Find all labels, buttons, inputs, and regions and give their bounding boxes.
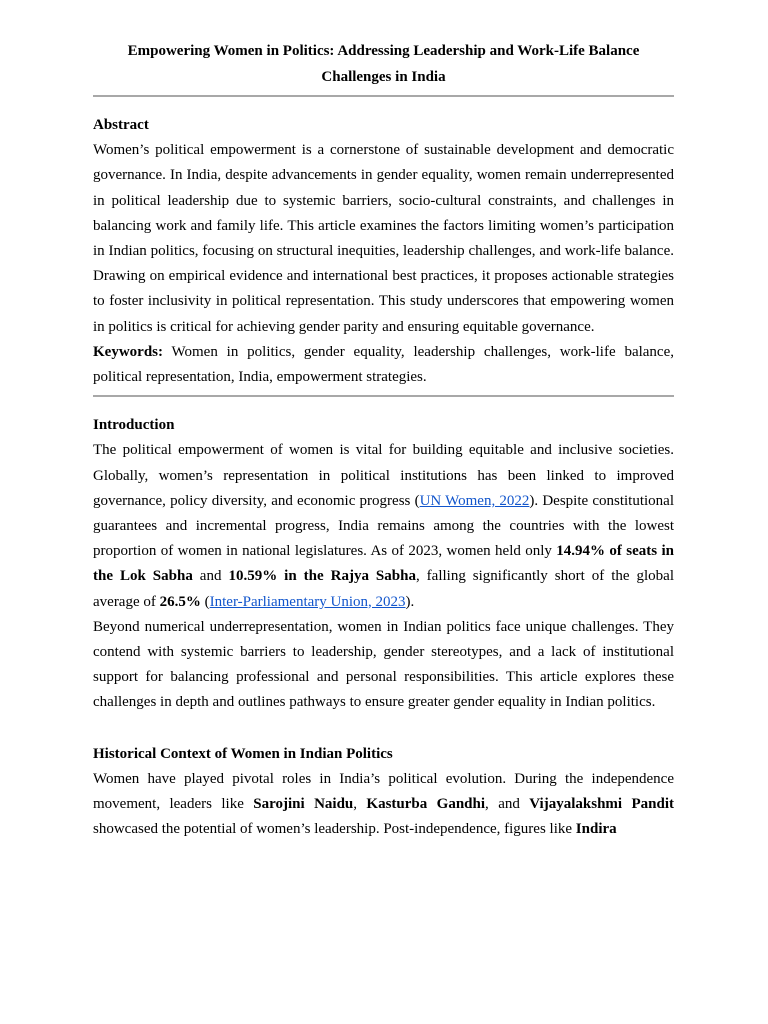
keywords-list: Women in politics, gender equality, leadership challenges, work-life balance, political representation, India, empowerment strategies.	[93, 343, 674, 386]
name-sarojini-naidu: Sarojini Naidu	[253, 796, 354, 813]
introduction-heading: Introduction	[93, 417, 175, 434]
introduction-section	[93, 413, 674, 715]
keywords-label: Keywords:	[93, 343, 163, 360]
introduction-paragraph-1: The political empowerment of women is vital for building equitable and inclusive societies. Globally, women’s representation in political institutions has been linked to improved governance, policy diversity, and economic progress (UN Women, 2022). Despite constitutional guarantees and incremental progress, India remains among the countries with the lowest proportion of women in national legislatures. As of 2023, women held only 14.94% of seats in the Lok Sabha and 10.59% in the Rajya Sabha, falling significantly short of the global average of 26.5% (Inter-Parliamentary Union, 2023).	[93, 442, 674, 610]
name-kasturba-gandhi: Kasturba Gandhi	[366, 796, 486, 813]
keywords-paragraph	[93, 340, 674, 390]
rajya-sabha-stat: 10.59% in the Rajya Sabha	[228, 568, 416, 585]
historical-context-section	[93, 742, 674, 843]
document-page	[93, 38, 674, 842]
historical-context-heading: Historical Context of Women in Indian Politics	[93, 745, 393, 762]
abstract-section	[93, 113, 674, 390]
citation-link-ipu[interactable]: Inter-Parliamentary Union, 2023	[209, 593, 406, 610]
abstract-heading: Abstract	[93, 117, 149, 133]
article-title: Empowering Women in Politics: Addressing Leadership and Work-Life Balance Challenges in India	[127, 43, 640, 85]
lok-sabha-stat: 14.94% of seats in the Lok Sabha	[93, 543, 674, 585]
name-vijayalakshmi-pandit: Vijayalakshmi Pandit	[529, 796, 674, 813]
global-average-stat: 26.5%	[159, 593, 201, 610]
name-indira: Indira	[575, 821, 617, 838]
introduction-paragraph-2: Beyond numerical underrepresentation, women in Indian politics face unique challenges. They contend with systemic barriers to leadership, gender stereotypes, and a lack of institutional support for balancing professional and personal responsibilities. This article explores these challenges in depth and outlines pathways to ensure greater gender equality in Indian politics.	[93, 618, 674, 711]
abstract-text: Women’s political empowerment is a cornerstone of sustainable development and democratic governance. In India, despite advancements in gender equality, women remain underrepresented in political leadership due to systemic barriers, socio-cultural constraints, and challenges in balancing work and family life. This article examines the factors limiting women’s participation in Indian politics, focusing on structural inequities, leadership challenges, and work-life balance. Drawing on empirical evidence and international best practices, it proposes actionable strategies to foster inclusivity in political representation. This study underscores that empowering women in politics is critical for achieving gender parity and ensuring equitable governance.	[93, 142, 674, 335]
historical-context-paragraph-1: Women have played pivotal roles in India’s political evolution. During the independence movement, leaders like Sarojini Naidu, Kasturba Gandhi, and Vijayalakshmi Pandit showcased the potential of women’s leadership. Post-independence, figures like Indira	[93, 770, 674, 838]
citation-link-un-women[interactable]: UN Women, 2022	[419, 492, 530, 509]
